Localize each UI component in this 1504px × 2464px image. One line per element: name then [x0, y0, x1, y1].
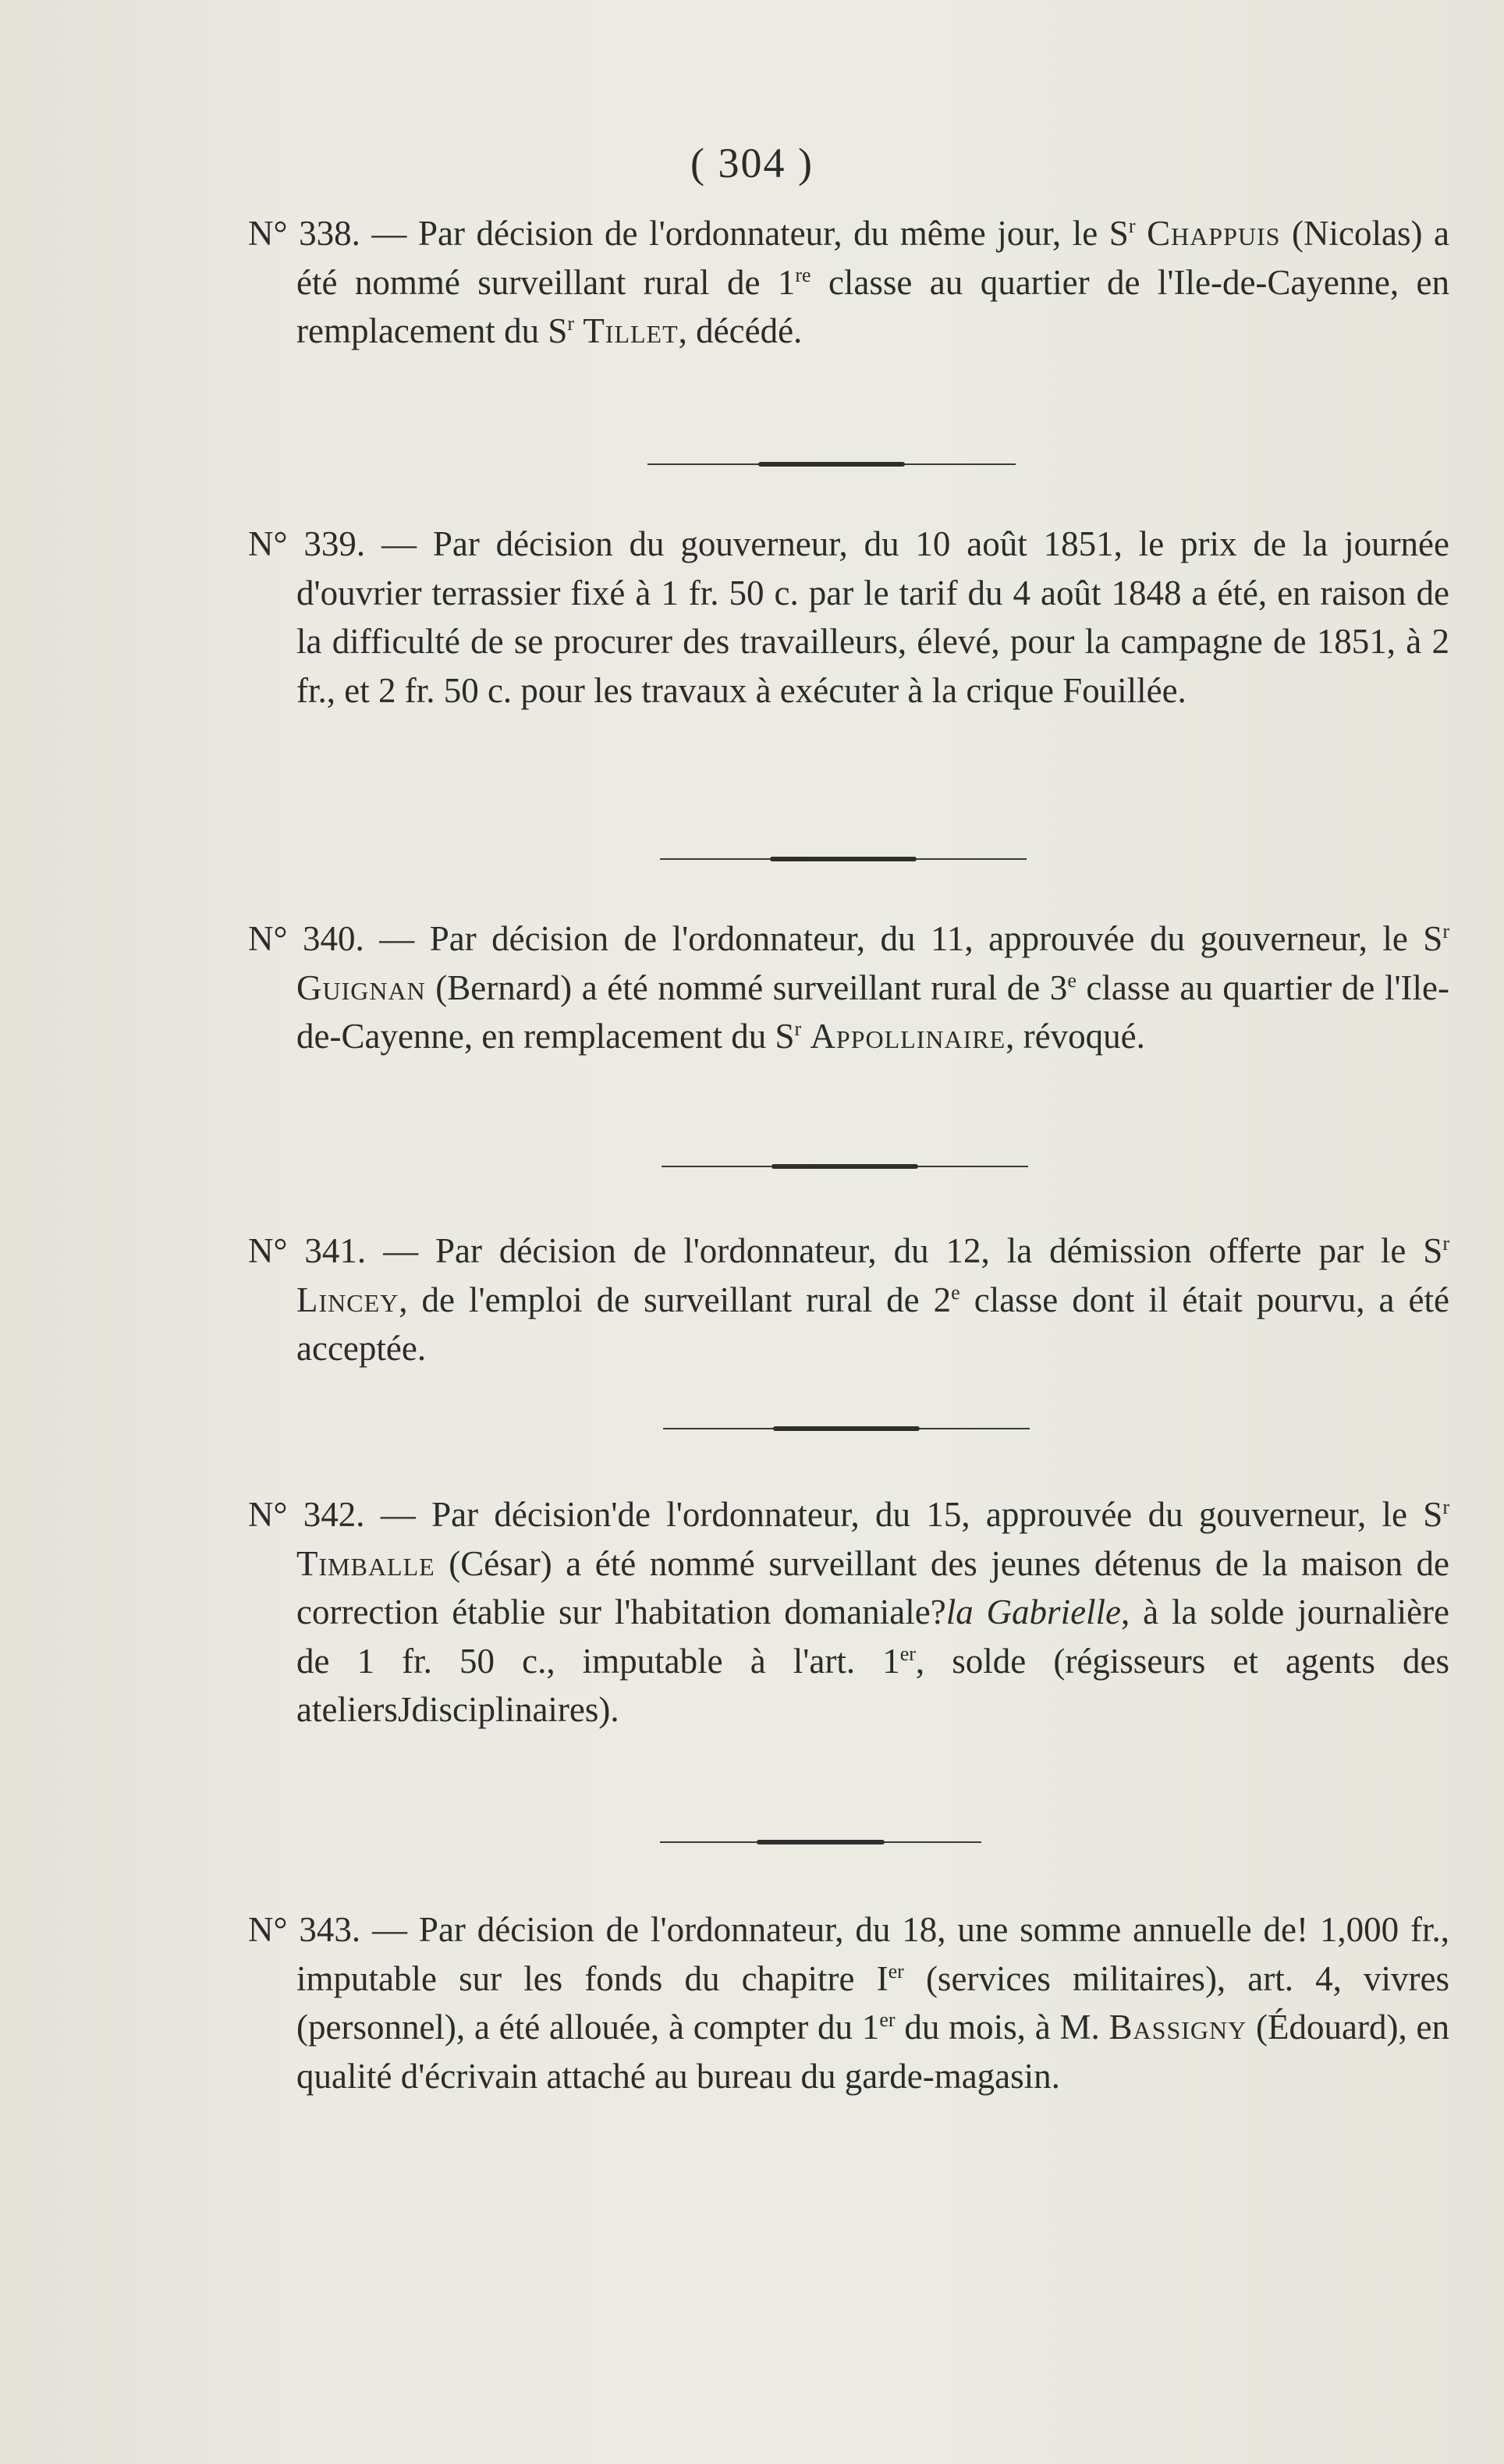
entry-number: N° 340. —	[248, 919, 430, 958]
print-mark: ?	[930, 1592, 946, 1631]
entry-number: N° 342. —	[248, 1495, 432, 1534]
decision-entry-340	[248, 914, 1449, 1061]
entry-text: classe dont il était pourvu, a été acceptée.	[296, 1280, 1449, 1368]
entry-text: (César) a été nommé surveillant des jeunes détenus de la maison de correction établie sur l'habitation domaniale	[296, 1543, 1449, 1631]
entry-text: Par décision du gouverneur, du 10 août 1851, le prix de la journée d'ouvrier terrassier fixé à 1 fr. 50 c. par le tarif du 4 août 1848 a été, en raison de la difficulté de se procurer des travailleurs, élevé, pour la campagne de 1851, à 2 fr., et 2 fr. 50 c. pour les travaux à exécuter à la crique Fouillée.	[296, 524, 1450, 710]
superscript: e	[1067, 968, 1077, 992]
page-number: ( 304 )	[690, 140, 814, 186]
entry-text: disciplinaires).	[411, 1690, 619, 1729]
entry-text: Par décision de l'ordonnateur, du 18, une somme annuelle de	[418, 1910, 1296, 1949]
decision-entry-341	[248, 1227, 1449, 1373]
place-name: la Gabrielle	[945, 1592, 1122, 1631]
superscript: er	[888, 1959, 904, 1983]
decision-entry-343	[248, 1905, 1449, 2100]
section-separator	[663, 1426, 1030, 1431]
entry-text: Par décision de l'ordonnateur, du même jour, le S	[417, 214, 1129, 253]
entry-text: , révoqué.	[1006, 1017, 1145, 1056]
superscript: r	[794, 1017, 802, 1040]
entry-number: N° 343. —	[248, 1910, 419, 1949]
entry-paragraph	[248, 209, 1449, 356]
section-separator	[660, 1840, 981, 1844]
superscript: r	[1442, 1496, 1450, 1518]
superscript: r	[1442, 920, 1449, 943]
section-separator	[660, 857, 1027, 861]
entry-text: , décédé.	[678, 311, 803, 350]
person-name: Guignan	[296, 967, 426, 1007]
person-name: Appollinaire	[810, 1017, 1006, 1056]
superscript: e	[951, 1280, 960, 1304]
entry-text: (Bernard) a été nommé surveillant rural de 3	[425, 967, 1068, 1007]
person-name: Bassigny	[1108, 2008, 1247, 2047]
superscript: r	[1442, 1232, 1449, 1255]
entry-text: classe au quartier de l'Ile-de-Cayenne, en remplacement du S	[296, 262, 1449, 350]
decision-entry-342	[248, 1490, 1449, 1734]
entry-number: N° 338. —	[248, 214, 418, 253]
entry-text: du mois, à M.	[895, 2008, 1109, 2047]
entry-number: N° 341. —	[248, 1231, 436, 1270]
entry-paragraph	[248, 1905, 1449, 2100]
person-name: Timballe	[296, 1543, 435, 1583]
superscript: r	[567, 312, 575, 335]
person-name: Chappuis	[1147, 214, 1281, 253]
entry-paragraph	[248, 914, 1449, 1061]
superscript: er	[879, 2008, 896, 2031]
entry-text: , de l'emploi de surveillant rural de 2	[399, 1280, 952, 1319]
entry-text: (Nicolas) a été nommé surveillant rural de 1	[296, 214, 1450, 302]
entry-text: 1,000 fr., imputable sur les fonds du chapitre I	[296, 1910, 1449, 1998]
entry-text: , à la solde journalière de 1 fr. 50 c., imputable à l'art. 1	[296, 1592, 1450, 1681]
superscript: r	[1128, 215, 1136, 237]
entry-paragraph	[248, 1227, 1449, 1373]
entry-text: Par décision'de l'ordonnateur, du 15, approuvée du gouverneur, le S	[431, 1495, 1443, 1534]
entry-text: Par décision de l'ordonnateur, du 12, la démission offerte par le S	[435, 1231, 1443, 1270]
entry-number: N° 339. —	[248, 524, 433, 563]
print-mark: J	[397, 1690, 412, 1729]
person-name: Lincey	[296, 1280, 399, 1319]
decision-entry-339	[248, 520, 1449, 715]
entry-text: classe au quartier de l'Ile-de-Cayenne, en remplacement du S	[296, 967, 1449, 1056]
entry-text: (services militaires), art. 4, vivres (personnel), a été allouée, à compter du 1	[296, 1958, 1449, 2047]
decision-entry-338	[248, 209, 1449, 356]
person-name: Tillet	[583, 311, 679, 350]
superscript: re	[795, 263, 811, 286]
print-mark: !	[1296, 1910, 1308, 1949]
entry-paragraph	[248, 1490, 1449, 1734]
entry-text: (Édouard), en qualité d'écrivain attaché au bureau du garde-magasin.	[296, 2008, 1449, 2096]
section-separator	[647, 462, 1016, 467]
entry-text: Par décision de l'ordonnateur, du 11, approuvée du gouverneur, le S	[429, 919, 1443, 958]
entry-text: , solde (régisseurs et agents des ateliers	[296, 1641, 1450, 1729]
section-separator	[662, 1164, 1028, 1169]
superscript: er	[899, 1642, 916, 1665]
entry-paragraph	[248, 520, 1449, 715]
